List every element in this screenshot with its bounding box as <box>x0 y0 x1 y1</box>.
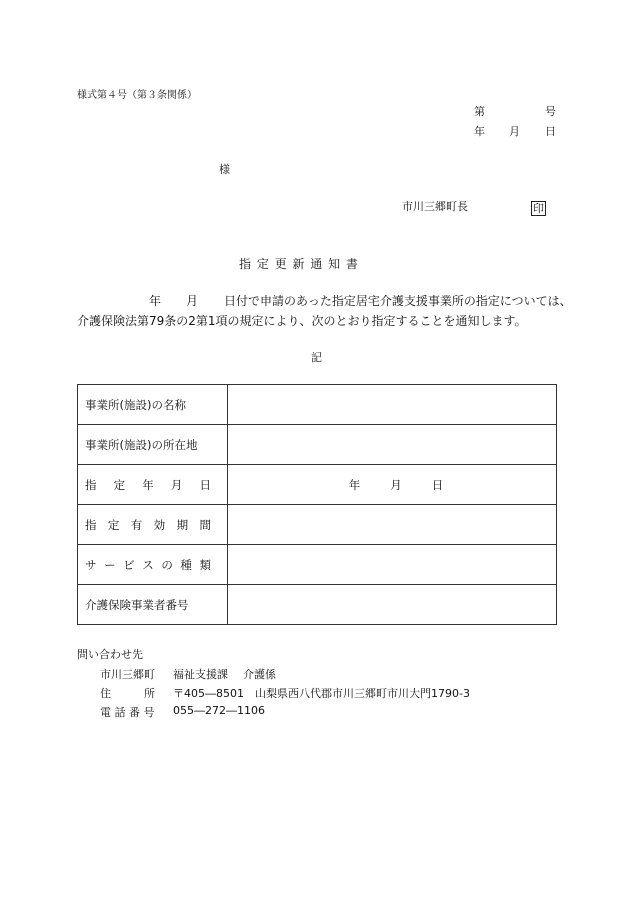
label-char: 期 <box>176 517 189 532</box>
seal-text: 印 <box>533 202 544 215</box>
doc-number-prefix: 第 <box>474 105 485 118</box>
value-office-address <box>228 425 557 465</box>
value-date-year: 年 <box>348 477 361 492</box>
body-year-label: 年 <box>149 294 162 308</box>
value-date-month: 月 <box>390 477 402 492</box>
date-day-label: 日 <box>545 125 556 138</box>
label-char: 有 <box>130 517 143 532</box>
label-char: 指 <box>85 477 97 492</box>
address-label: 住 所 <box>100 687 155 700</box>
value-service-type <box>228 545 557 585</box>
label-service-type <box>78 545 228 585</box>
contact-town: 市川三郷町 <box>100 668 155 681</box>
phone-label: 電 話 番 号 <box>100 706 155 719</box>
date-year-label: 年 <box>474 125 485 138</box>
label-char: 日 <box>199 477 211 492</box>
label-char: 効 <box>153 517 166 532</box>
designation-table <box>77 384 557 625</box>
date-month-label: 月 <box>509 125 520 138</box>
doc-number-suffix: 号 <box>545 105 556 118</box>
label-designation-date <box>78 465 228 505</box>
seal-mark <box>531 197 546 216</box>
label-char: 定 <box>113 477 126 492</box>
issuer-name: 市川三郷町長 <box>402 200 468 213</box>
table-row <box>78 545 557 585</box>
value-office-name <box>228 385 557 425</box>
body-line-2: 介護保険法第79条の2第1項の規定により、次のとおり指定することを通知します。 <box>77 314 527 328</box>
address-value: 〒405―8501 山梨県西八代郡市川三郷町市川大門1790-3 <box>173 687 470 700</box>
ki-mark: 記 <box>311 351 322 364</box>
body-line-1: 日付で申請のあった指定居宅介護支援事業所の指定については、 <box>224 294 572 308</box>
label-char: の <box>161 557 173 572</box>
label-char: ー <box>104 557 116 572</box>
label-char: 類 <box>199 557 211 572</box>
value-provider-number <box>228 585 557 625</box>
label-char: 指 <box>85 517 97 532</box>
label-provider-number: 介護保険事業者番号 <box>78 585 228 625</box>
contact-section: 福祉支援課 <box>173 668 228 681</box>
label-office-name: 事業所(施設)の名称 <box>78 385 228 425</box>
label-char: ビ <box>123 557 135 572</box>
label-char: 間 <box>199 517 211 532</box>
value-designation-date <box>228 465 557 505</box>
label-char: 年 <box>142 477 154 492</box>
label-char: 種 <box>180 557 192 572</box>
label-office-address: 事業所(施設)の所在地 <box>78 425 228 465</box>
table-row <box>78 585 557 625</box>
phone-value: 055―272―1106 <box>173 704 265 717</box>
table-row <box>78 465 557 505</box>
label-char: 定 <box>107 517 120 532</box>
value-validity-period <box>228 505 557 545</box>
label-validity-period <box>78 505 228 545</box>
addressee-suffix: 様 <box>219 163 230 176</box>
form-number: 様式第４号（第３条関係） <box>77 90 197 101</box>
table-row <box>78 505 557 545</box>
body-month-label: 月 <box>186 294 199 308</box>
contact-heading: 問い合わせ先 <box>77 648 143 661</box>
table-row <box>78 385 557 425</box>
label-char: 月 <box>170 477 183 492</box>
label-char: サ <box>85 557 97 572</box>
label-char: ス <box>142 557 154 572</box>
contact-unit: 介護係 <box>243 668 276 681</box>
table-row <box>78 425 557 465</box>
document-title: 指 定 更 新 通 知 書 <box>239 257 359 271</box>
value-date-day: 日 <box>431 477 444 492</box>
